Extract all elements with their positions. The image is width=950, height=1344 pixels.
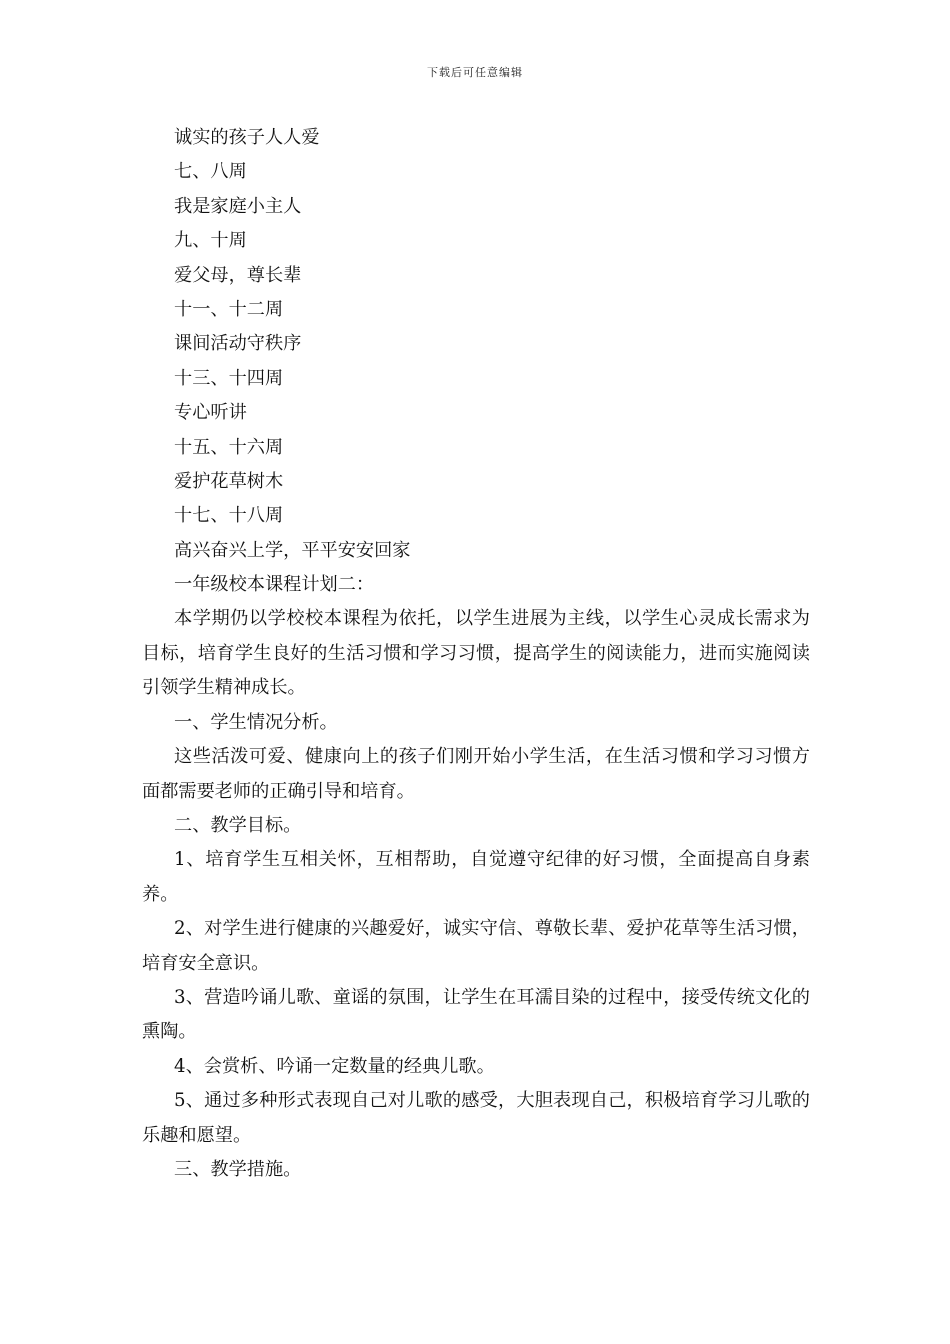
goal-item: 5、通过多种形式表现自己对儿歌的感受，大胆表现自己，积极培育学习儿歌的乐趣和愿望。 xyxy=(142,1090,810,1146)
document-body xyxy=(142,121,810,1187)
goal-item: 4、会赏析、吟诵一定数量的经典儿歌。 xyxy=(174,1055,495,1077)
schedule-line: 七、八周 xyxy=(174,161,247,183)
paragraph: 这些活泼可爱、健康向上的孩子们刚开始小学生活，在生活习惯和学习习惯方面都需要老师的正确引导和培育。 xyxy=(142,746,810,802)
goal-item: 3、营造吟诵儿歌、童谣的氛围，让学生在耳濡目染的过程中，接受传统文化的熏陶。 xyxy=(142,986,810,1043)
section-heading: 一、学生情况分析。 xyxy=(174,711,338,733)
schedule-line: 诚实的孩子人人爱 xyxy=(174,127,320,148)
goal-item: 1、培育学生互相关怀，互相帮助，自觉遵守纪律的好习惯，全面提高自身素养。 xyxy=(142,849,810,905)
goal-item: 2、对学生进行健康的兴趣爱好，诚实守信、尊敬长辈、爱护花草等生活习惯，培育安全意识。 xyxy=(142,918,810,974)
schedule-line: 十五、十六周 xyxy=(174,436,284,458)
section-heading: 二、教学目标。 xyxy=(174,814,302,836)
schedule-line: 高兴奋兴上学，平平安安回家 xyxy=(174,539,411,561)
schedule-line: 爱护花草树木 xyxy=(174,470,284,492)
paragraph: 本学期仍以学校校本课程为依托，以学生进展为主线，以学生心灵成长需求为目标，培育学生良好的生活习惯和学习习惯，提高学生的阅读能力，进而实施阅读引领学生精神成长。 xyxy=(142,608,810,699)
schedule-line: 十一、十二周 xyxy=(174,298,284,320)
section-heading: 三、教学措施。 xyxy=(174,1158,302,1180)
page-header: 下载后可任意编辑 xyxy=(427,66,523,79)
schedule-line: 十三、十四周 xyxy=(174,367,284,389)
schedule-line: 九、十周 xyxy=(174,230,247,252)
schedule-line: 专心听讲 xyxy=(174,402,247,424)
section-title: 一年级校本课程计划二： xyxy=(174,574,375,596)
schedule-line: 爱父母，尊长辈 xyxy=(174,264,302,286)
schedule-line: 我是家庭小主人 xyxy=(174,195,302,217)
schedule-line: 课间活动守秩序 xyxy=(174,333,302,355)
schedule-line: 十七、十八周 xyxy=(174,505,284,527)
